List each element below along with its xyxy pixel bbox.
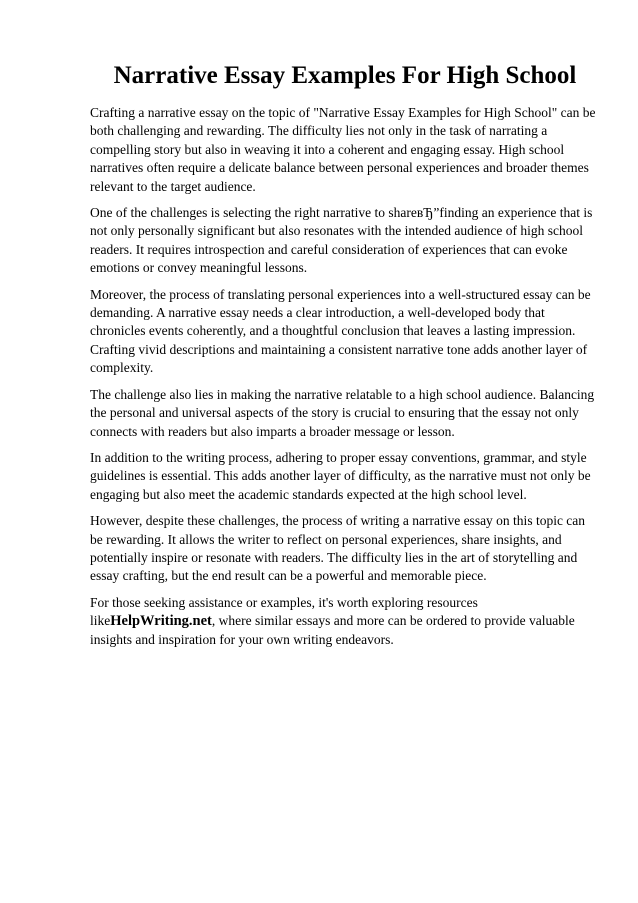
closing-text-after: , where similar essays and more can be ordered to provide valuable insights and inspiration for your own writing endeavors. — [90, 613, 575, 647]
helpwriting-link[interactable]: HelpWriting.net — [110, 613, 212, 630]
paragraph-4: The challenge also lies in making the narrative relatable to a high school audience. Balancing the personal and universal aspects of the story is crucial to ensuring that the essay not only connects with readers but also imparts a broader message or lesson. — [90, 386, 595, 439]
paragraph-2: One of the challenges is selecting the right narrative to shareвЂ”finding an experience that is not only personally significant but also resonates with the intended audience of high school readers. It requires introspection and careful consideration of experiences that can evoke emotions or convey meaningful lessons. — [90, 205, 593, 276]
document-body — [90, 104, 596, 657]
paragraph-1: Crafting a narrative essay on the topic of "Narrative Essay Examples for High School" can be both challenging and rewarding. The difficulty lies not only in the task of narrating a compelling story but also in weaving it into a coherent and engaging essay. High school narratives often require a delicate balance between personal experiences and broader themes relevant to the target audience. — [90, 105, 596, 194]
paragraph-5: In addition to the writing process, adhering to proper essay conventions, grammar, and style guidelines is essential. This adds another layer of difficulty, as the narrative must not only be engaging but also meet the academic standards expected at the high school level. — [90, 449, 591, 502]
closing-text-before: For those seeking assistance or examples, it's worth exploring resources like — [90, 594, 478, 629]
paragraph-3: Moreover, the process of translating personal experiences into a well-structured essay can be demanding. A narrative essay needs a clear introduction, a well-developed body that chronicles events coherently, and a thoughtful conclusion that leaves a lasting impression. Crafting vivid descriptions and maintaining a consistent narrative tone adds another layer of complexity. — [90, 286, 591, 376]
paragraph-6: However, despite these challenges, the process of writing a narrative essay on this topic can be rewarding. It allows the writer to reflect on personal experiences, share insights, and potentially inspire or resonate with readers. The difficulty lies in the art of storytelling and essay crafting, but the end result can be a powerful and memorable piece. — [90, 513, 586, 584]
page-title: Narrative Essay Examples For High School — [113, 62, 577, 89]
closing-paragraph — [90, 594, 596, 649]
